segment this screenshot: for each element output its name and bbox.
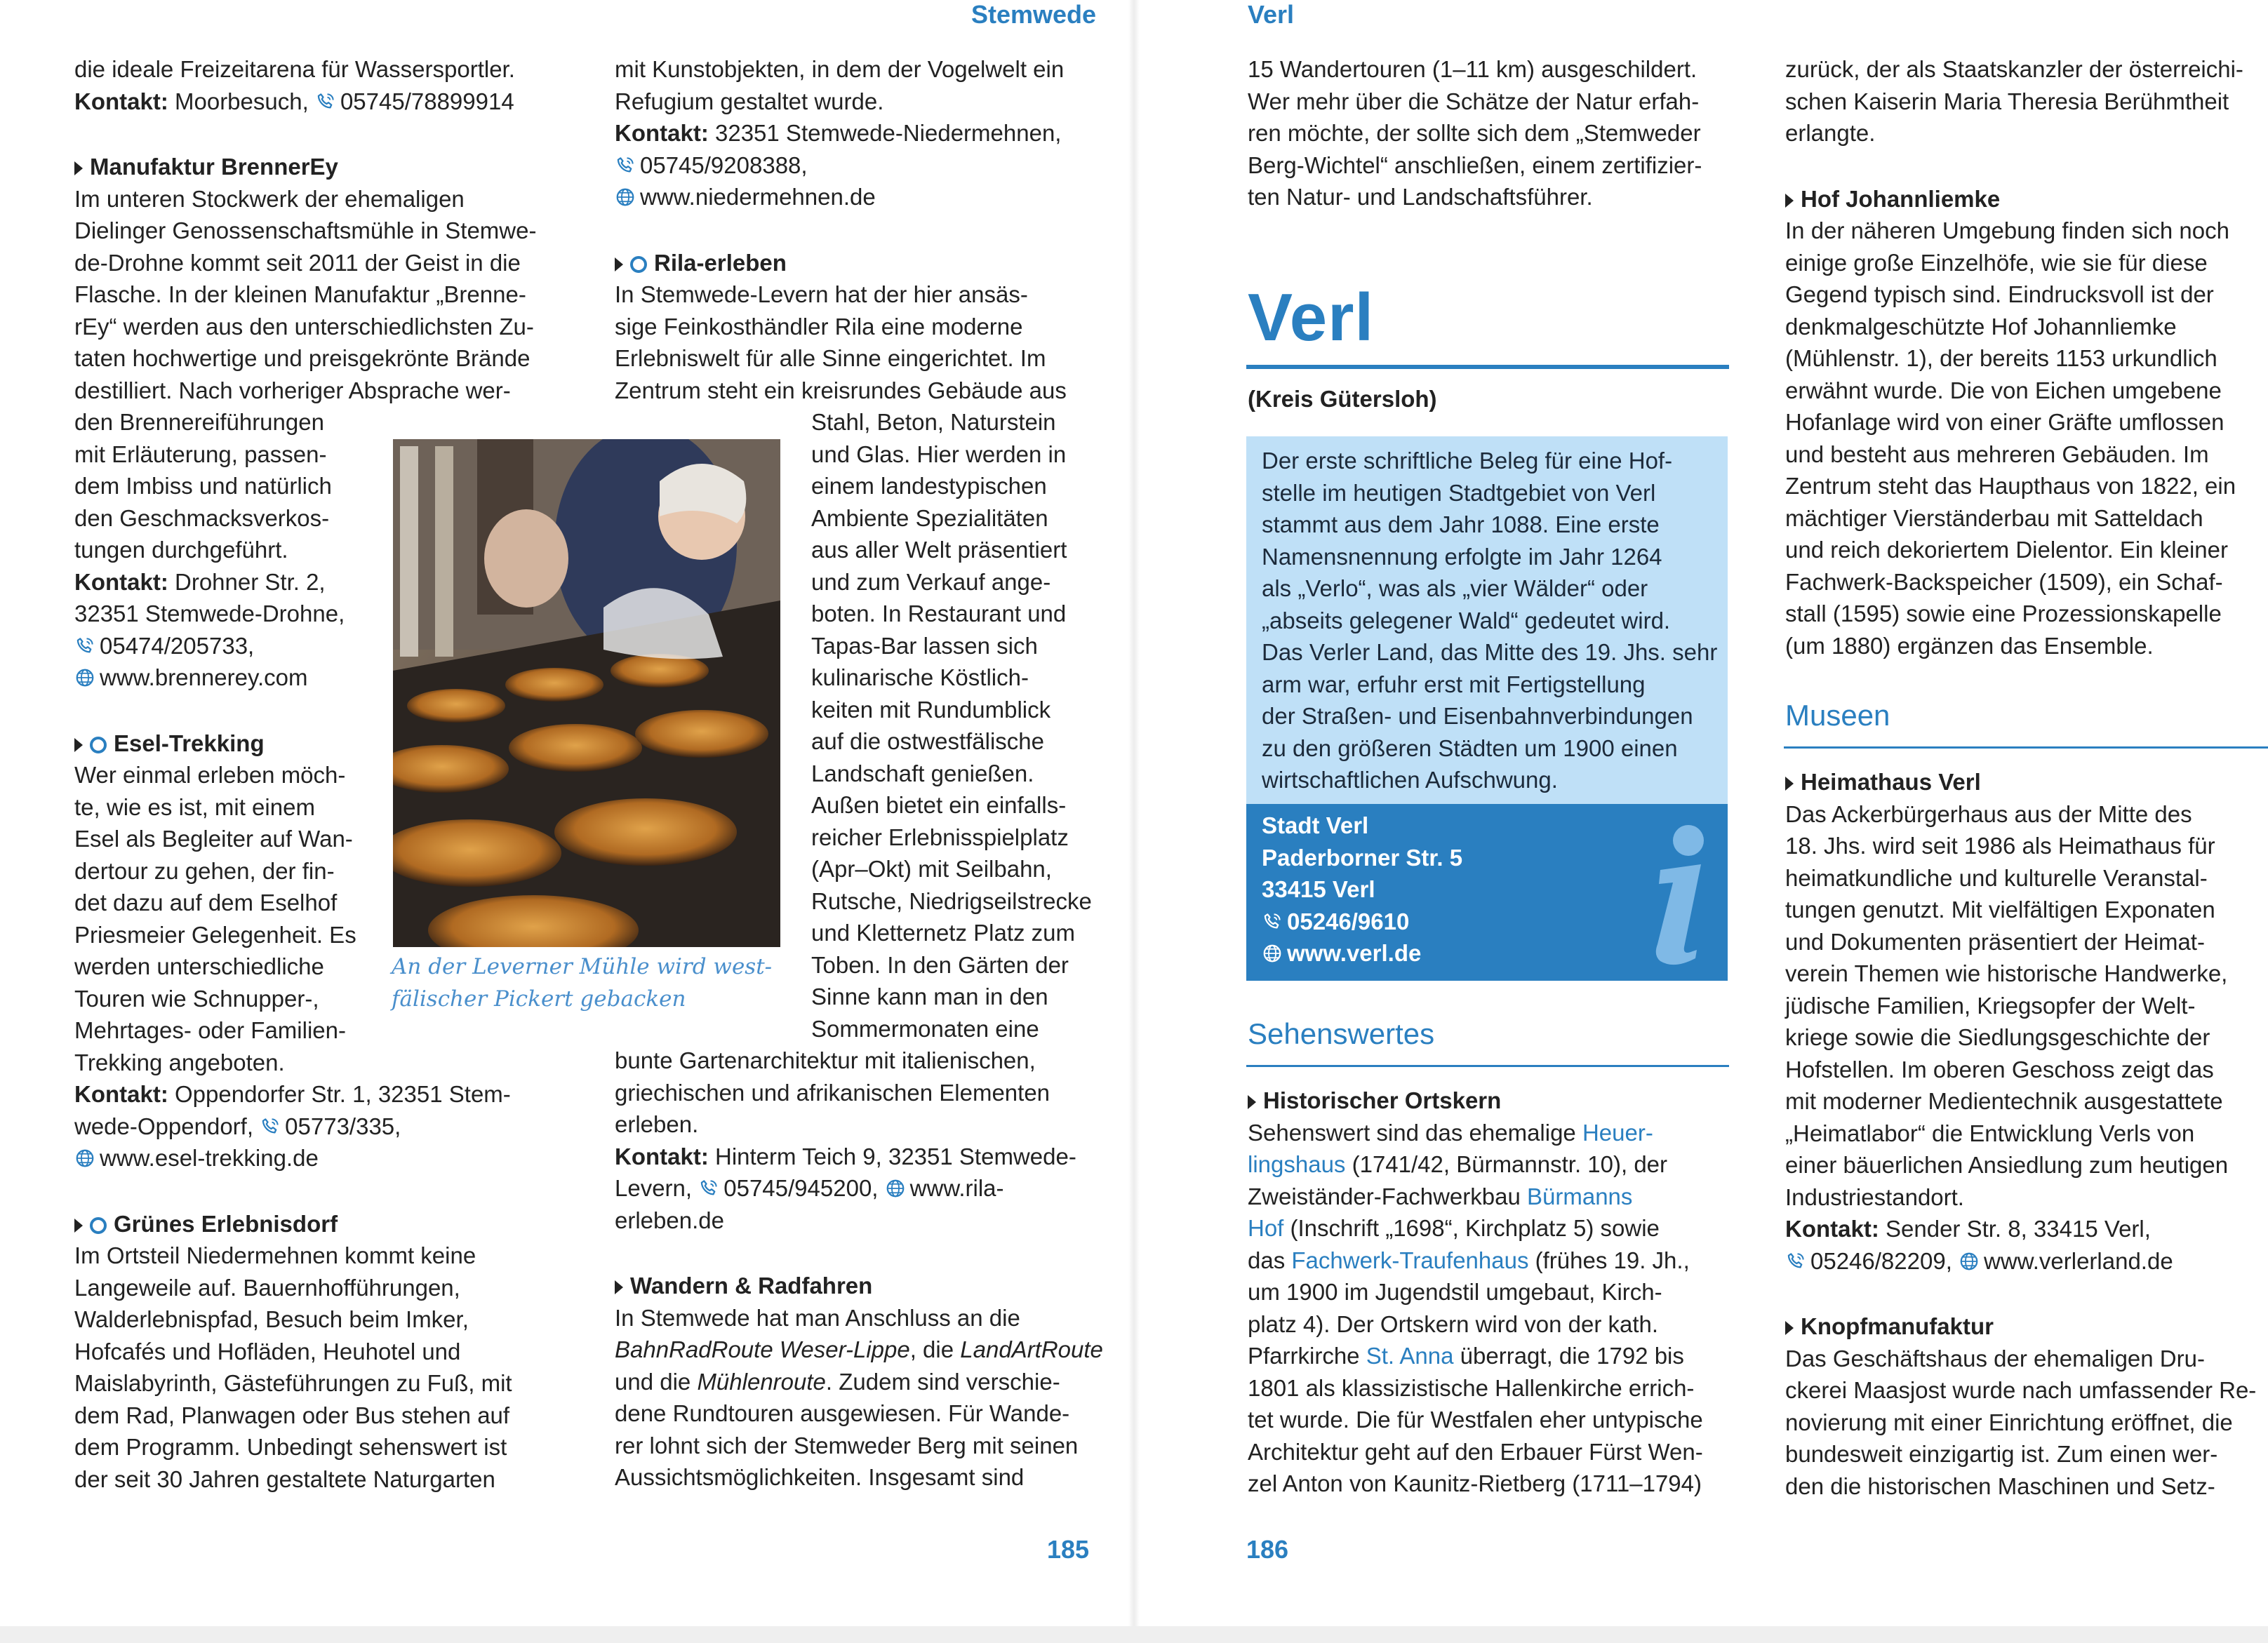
- left-column-2: [615, 53, 1106, 1494]
- phone-icon: [1262, 911, 1283, 932]
- contact-line: Kontakt: Drohner Str. 2,: [74, 568, 326, 595]
- phone-icon: [74, 636, 95, 657]
- entry-gruenes-erlebnisdorf: [74, 1208, 580, 1496]
- section-rule: [1246, 1065, 1729, 1067]
- phone-icon: [615, 155, 636, 176]
- contact-line: Kontakt: Moorbesuch, 05745/78899914: [74, 88, 514, 114]
- section-rule: [1784, 746, 2268, 749]
- page-number: 186: [1246, 1535, 1289, 1564]
- web-icon: [615, 187, 636, 208]
- triangle-bullet-icon: [615, 1280, 623, 1294]
- family-icon: [90, 1217, 107, 1234]
- phone-number: 05246/9610: [1287, 908, 1410, 934]
- entry-heading: Esel-Trekking: [74, 727, 580, 760]
- city-contact-box: [1246, 804, 1728, 981]
- entry-historischer-ortskern: Historischer Ortskern Sehenswert sind das ehemalige Heuer- lingshaus (1741/42, Bürmannstr. 10), der Zweiständer-Fachwerkbau Bürmanns Hof (Inschrift „1698“, Kirchplatz 5) sowie das Fachwerk-Traufenhaus (frühes 19. Jh., um 1900 im Jugendstil umgebaut, Kirch- platz 4). Der Ortskern wird von der kath. Pfarrkirche St. Anna überragt, die 1792 bis 1801 als klassizistische Hallenkirche errich- tet wurde. Die für Westfalen eher untypische Architektur geht auf den Erbauer Fürst Wen- zel Anton von Kaunitz-Rietberg (1711–1794): [1248, 1085, 1739, 1500]
- phone-number: 05773/335,: [285, 1113, 401, 1139]
- wassersport-entry: [74, 53, 580, 117]
- contact-city: 33415 Verl: [1262, 876, 1375, 902]
- web-icon: [885, 1178, 906, 1199]
- city-title: Verl: [1248, 280, 1375, 355]
- entry-body: Im Ortsteil Niedermehnen kommt keine Langeweile auf. Bauernhofführungen, Walderlebnispfad, Besuch beim Imker, Hofcafés und Hofläden, Heuhotel und Maislabyrinth, Gästeführungen zu Fuß, mit dem Rad, Planwagen oder Bus stehen auf dem Programm. Unbedingt sehenswert ist der seit 30 Jahren gestaltete Naturgarten: [74, 1242, 512, 1492]
- running-head: Stemwede: [971, 0, 1097, 29]
- info-icon: [1639, 821, 1716, 965]
- web-icon: [74, 667, 95, 688]
- website-link[interactable]: www.esel-trekking.de: [100, 1145, 319, 1171]
- right-column-2-top: zurück, der als Staatskanzler der österreichi- schen Kaiserin Maria Theresia Berühmtheit erlangte. Hof Johannliemke In der näheren Umgebung finden sich noch einige große Einzelhöfe, wie sie für diese Gegend typisch sind. Eindrucksvoll ist der denkmalgeschützte Hof Johannliemke (Mühlenstr. 1), der bereits 1153 urkundlich erwähnt wurde. Die von Eichen umgebene Hofanlage wird von einer Gräfte umflossen und besteht aus mehreren Gebäuden. Im Zentrum steht das Haupthaus von 1822, ein mächtiger Vierständerbau mit Satteldach und reich dekoriertem Dielentor. Ein kleiner Fachwerk-Backspeicher (1509), ein Schaf- stall (1595) sowie eine Prozessionskapelle (um 1880) ergänzen das Ensemble.: [1785, 53, 2262, 662]
- triangle-bullet-icon: [74, 1219, 83, 1233]
- highlight-heuerlingshaus: Heuer-: [1582, 1119, 1653, 1146]
- phone-number: 05745/945200,: [723, 1175, 879, 1201]
- web-icon: [74, 1148, 95, 1169]
- entry-body: In Stemwede hat man Anschluss an die BahnRadRoute Weser-Lippe, die LandArtRoute und die Mühlenroute. Zudem sind verschie- dene Rundtouren ausgewiesen. Für Wande- rer lohnt sich der Stemweder Berg mit seinen Aussichtsmöglichkeiten. Insgesamt sind: [615, 1304, 1103, 1490]
- triangle-bullet-icon: [615, 257, 623, 271]
- entry-body: In Stemwede-Levern hat der hier ansäs- sige Feinkosthändler Rila eine moderne Erlebniswelt für alle Sinne eingerichtet. Im Zentrum steht ein kreisrundes Gebäude aus Stahl, Beton, Naturstein und Glas. Hier werden in einem landestypischen Ambiente Spezialitäten aus aller Welt präsentiert und zum Verkauf ange- boten. In Restaurant und Tapas-Bar lassen sich kulinarische Köstlich- keiten mit Rundumblick auf die ostwestfälische Landschaft genießen. Außen bietet ein einfalls- reicher Erlebnisspielplatz (Apr–Okt) mit Seilbahn, Rutsche, Niedrigseilstrecke und Kletternetz Platz zum Toben. In den Gärten der Sinne kann man in den Sommermonaten eine bunte Gartenarchitektur mit italienischen, griechischen und afrikanischen Elementen erleben. Kontakt: Hinterm Teich 9, 32351 Stemwede- Levern, 05745/945200, www.rila- erleben.de: [615, 279, 1106, 1236]
- phone-icon: [698, 1178, 719, 1199]
- highlight-fachwerk-traufenhaus: Fachwerk-Traufenhaus: [1291, 1247, 1529, 1273]
- entry-knopfmanufaktur: Knopfmanufaktur Das Geschäftshaus der ehemaligen Dru- ckerei Maasjost wurde nach umfassender Re- novierung mit einer Einrichtung eröffnet, die bundesweit einzigartig ist. Zum einen wer- den die historischen Maschinen und Setz-: [1785, 1310, 2262, 1502]
- section-heading-museums: Museen: [1785, 699, 1890, 732]
- entry-hof-johannliemke: Hof Johannliemke In der näheren Umgebung finden sich noch einige große Einzelhöfe, wie sie für diese Gegend typisch sind. Eindrucksvoll ist der denkmalgeschützte Hof Johannliemke (Mühlenstr. 1), der bereits 1153 urkundlich erwähnt wurde. Die von Eichen umgebene Hofanlage wird von einer Gräfte umflossen und besteht aus mehreren Gebäuden. Im Zentrum steht das Haupthaus von 1822, ein mächtiger Vierständerbau mit Satteldach und reich dekoriertem Dielentor. Ein kleiner Fachwerk-Backspeicher (1509), ein Schaf- stall (1595) sowie eine Prozessionskapelle (um 1880) ergänzen das Ensemble.: [1785, 183, 2262, 662]
- web-icon: [1262, 943, 1283, 964]
- entry-body: Im unteren Stockwerk der ehemaligen Dielinger Genossenschaftsmühle in Stemwe- de-Drohne kommt seit 2011 der Geist in die Flasche. In der kleinen Manufaktur „Brenne- rEy“ werden aus den unterschiedlichsten Zu- taten hochwertige und preisgekrönte Brände destilliert. Nach vorheriger Absprache wer- den Brennereiführungen mit Erläuterung, passen- dem Imbiss und natürlich den Geschmacksverkos- tungen durchgeführt. Kontakt: Drohner Str. 2, 32351 Stemwede-Drohne, 05474/205733, www.brennerey.com: [74, 183, 580, 694]
- triangle-bullet-icon: [74, 161, 83, 175]
- website-link[interactable]: www.verlerland.de: [1984, 1247, 2173, 1274]
- triangle-bullet-icon: [74, 738, 83, 752]
- text-line: die ideale Freizeitarena für Wassersportler.: [74, 56, 515, 82]
- triangle-bullet-icon: [1785, 194, 1794, 208]
- contact-name: Stadt Verl: [1262, 812, 1369, 838]
- entry-rila-erleben: [615, 247, 1106, 1237]
- website-link[interactable]: www.brennerey.com: [100, 664, 308, 690]
- naturgarten-entry: mit Kunstobjekten, in dem der Vogelwelt ein Refugium gestaltet wurde. Kontakt: 32351 Stemwede-Niedermehnen, 05745/9208388, www.niedermehnen.de: [615, 53, 1106, 213]
- wrapped-text: Stahl, Beton, Naturstein und Glas. Hier werden in einem landestypischen Ambiente Spezialitäten aus aller Welt präsentiert und zum Verkauf ange- boten. In Restaurant und Tapas-Bar lassen sich kulinarische Köstlich- keiten mit Rundumblick auf die ostwestfälische Landschaft genießen. Außen bietet ein einfalls- reicher Erlebnisspielplatz (Apr–Okt) mit Seilbahn, Rutsche, Niedrigseilstrecke und Kletternetz Platz zum Toben. In den Gärten der Sinne kann man in den Sommermonaten eine: [811, 409, 1092, 1042]
- phone-icon: [1785, 1251, 1806, 1272]
- city-history-box: Der erste schriftliche Beleg für eine Hof- stelle im heutigen Stadtgebiet von Verl stammt aus dem Jahr 1088. Eine erste Namensnennung erfolgte im Jahr 1264 als „Verlo“, was als „vier Wälder“ oder „abseits gelegener Wald“ gedeutet wird. Das Verler Land, das Mitte des 19. Jhs. sehr arm war, erfuhr erst mit Fertigstellung der Straßen- und Eisenbahnverbindungen zu den größeren Städten um 1900 einen wirtschaftlichen Aufschwung.: [1246, 436, 1728, 804]
- right-column-2-bottom: [1785, 766, 2262, 1502]
- triangle-bullet-icon: [1248, 1095, 1256, 1109]
- contact-street: Paderborner Str. 5: [1262, 844, 1463, 871]
- contact-line: Kontakt: Sender Str. 8, 33415 Verl,: [1785, 1216, 2151, 1242]
- stemwede-continued: 15 Wandertouren (1–11 km) ausgeschildert. Wer mehr über die Schätze der Natur erfah- ren möchte, der sollte sich dem „Stemweder Berg-Wichtel“ anschließen, einem zertifizier- ten Natur- und Landschaftsführer.: [1248, 56, 1702, 210]
- web-icon: [1959, 1251, 1980, 1272]
- entry-heading: Knopfmanufaktur: [1785, 1310, 2262, 1343]
- triangle-bullet-icon: [1785, 777, 1794, 791]
- triangle-bullet-icon: [1785, 1321, 1794, 1335]
- running-head: Verl: [1248, 0, 1295, 29]
- website-link[interactable]: www.niedermehnen.de: [640, 184, 876, 210]
- section-heading-sights: Sehenswertes: [1248, 1017, 1435, 1050]
- entry-heading: Heimathaus Verl: [1785, 766, 2262, 798]
- website-link[interactable]: www.verl.de: [1287, 940, 1422, 966]
- entry-heading: Grünes Erlebnisdorf: [74, 1208, 580, 1240]
- phone-number: 05745/9208388,: [640, 152, 808, 178]
- highlight-buermanns-hof: Bürmanns: [1527, 1183, 1633, 1209]
- entry-heading: Historischer Ortskern: [1248, 1085, 1739, 1117]
- phone-number: 05745/78899914: [340, 88, 514, 114]
- contact-line: Kontakt: 32351 Stemwede-Niedermehnen,: [615, 120, 1062, 146]
- page-number: 185: [1047, 1535, 1090, 1564]
- website-link[interactable]: www.rila-: [909, 1175, 1004, 1201]
- photo-caption: An der Leverner Mühle wird west- fälischer Pickert gebacken: [392, 954, 773, 1012]
- phone-number: 05474/205733,: [100, 632, 255, 659]
- entry-heading: Wandern & Radfahren: [615, 1270, 1106, 1302]
- highlight-st-anna: St. Anna: [1366, 1343, 1454, 1369]
- entry-wandern-radfahren: [615, 1270, 1106, 1494]
- family-icon: [90, 737, 107, 753]
- entry-heading: Manufaktur BrennerEy: [74, 151, 580, 183]
- contact-line: Kontakt: Hinterm Teich 9, 32351 Stemwede-: [615, 1143, 1076, 1169]
- website-link-continued[interactable]: erleben.de: [615, 1207, 724, 1233]
- title-rule: [1246, 365, 1729, 369]
- phone-number: 05246/82209,: [1810, 1247, 1952, 1274]
- entry-heading: Hof Johannliemke: [1785, 183, 2262, 215]
- contact-line: Kontakt: Oppendorfer Str. 1, 32351 Stem-: [74, 1081, 511, 1107]
- phone-icon: [315, 91, 336, 112]
- entry-heimathaus-verl: Heimathaus Verl Das Ackerbürgerhaus aus der Mitte des 18. Jhs. wird seit 1986 als Heimathaus für heimatkundliche und kulturelle Veranstal- tungen genutzt. Mit vielfältigen Exponaten und Dokumenten präsentiert der Heimat- verein Themen wie historische Handwerke, jüdische Familien, Kriegsopfer der Welt- kriege sowie die Siedlungsgeschichte der Hofstellen. Im oberen Geschoss zeigt das mit moderner Medientechnik ausgestattete „Heimatlabor“ die Entwicklung Verls von einer bäuerlichen Ansiedlung zum heutigen Industriestandort. Kontakt: Sender Str. 8, 33415 Verl, 05246/82209, www.verlerland.de: [1785, 766, 2262, 1277]
- family-icon: [630, 256, 647, 273]
- highlight-buermanns-hof: Hof: [1248, 1215, 1284, 1241]
- entry-heading: Rila-erleben: [615, 247, 1106, 279]
- district-label: (Kreis Gütersloh): [1248, 386, 1437, 412]
- entry-body: Wer einmal erleben möch- te, wie es ist, mit einem Esel als Begleiter auf Wan- dertour zu gehen, der fin- det dazu auf dem Eselhof Priesmeier Gelegenheit. Es werden unterschiedliche Touren wie Schnupper-, Mehrtages- oder Familien- Trekking angeboten. Kontakt: Oppendorfer Str. 1, 32351 Stem- wede-Oppendorf, 05773/335, www.esel-trekking.de: [74, 759, 580, 1174]
- highlight-heuerlingshaus: lingshaus: [1248, 1151, 1346, 1177]
- phone-icon: [260, 1116, 281, 1137]
